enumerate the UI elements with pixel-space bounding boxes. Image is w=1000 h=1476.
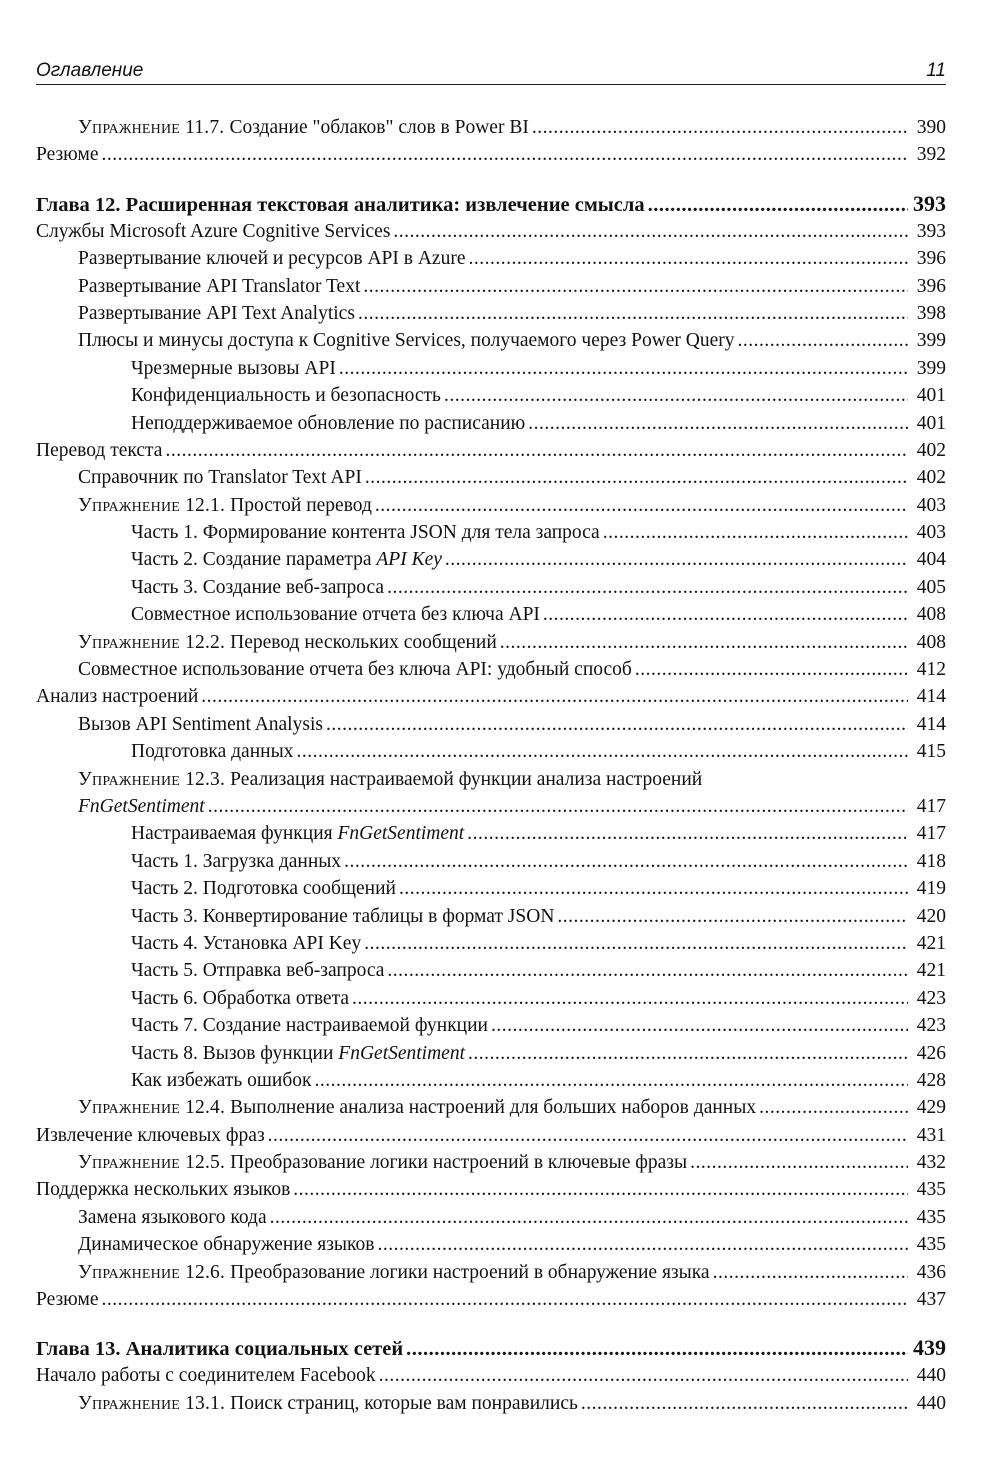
dot-leader [344, 848, 908, 875]
toc-entry-text [131, 875, 396, 902]
toc-entry-text [131, 738, 293, 765]
toc-entry-text [78, 629, 497, 656]
dot-leader [713, 1259, 908, 1286]
entry-title: Конфиденциальность и безопасность [131, 385, 441, 407]
toc-entry [36, 1390, 946, 1417]
toc-entry [36, 245, 946, 272]
toc-entry [36, 848, 946, 875]
page-number: 421 [916, 960, 946, 982]
toc-entry [36, 355, 946, 382]
page-number: 428 [916, 1069, 946, 1091]
dot-leader [375, 492, 908, 519]
page-number: 396 [916, 248, 946, 270]
page-number: 421 [916, 932, 946, 954]
toc-entry-text [36, 437, 162, 464]
toc-entry [36, 1040, 946, 1067]
toc-entry-text [36, 683, 198, 710]
dot-leader [543, 601, 908, 628]
entry-title: Плюсы и минусы доступа к Cognitive Services, получаемого через Power Query [78, 330, 735, 352]
page-number: 399 [916, 357, 946, 379]
entry-title: Часть 7. Создание настраиваемой функции [131, 1015, 488, 1037]
exercise-label: Упражнение 13.1. [78, 1392, 231, 1414]
dot-leader [314, 1067, 908, 1094]
toc-entry-text [78, 793, 205, 820]
toc-entry [36, 410, 946, 437]
toc-entry-text [131, 903, 554, 930]
toc-entry-text [78, 656, 632, 683]
dot-leader [270, 1204, 908, 1231]
page-number: 436 [916, 1261, 946, 1283]
toc-entry-text [78, 464, 362, 491]
entry-title: Часть 2. Создание параметра [131, 549, 377, 571]
page-number: 440 [916, 1365, 946, 1387]
entry-title: Поиск страниц, которые вам понравились [230, 1392, 578, 1414]
toc-entry [36, 1362, 946, 1389]
exercise-label: Упражнение 12.2. [78, 631, 231, 653]
entry-title: Часть 2. Подготовка сообщений [131, 878, 396, 900]
entry-title-italic: FnGetSentiment [78, 795, 205, 817]
dot-leader [201, 683, 908, 710]
page-number: 432 [916, 1152, 946, 1174]
toc-entry-text [131, 546, 442, 573]
dot-leader [491, 1012, 908, 1039]
dot-leader [377, 1231, 908, 1258]
toc-entry [36, 1094, 946, 1121]
page-number: 414 [916, 713, 946, 735]
dot-leader [296, 738, 908, 765]
page-number: 408 [916, 631, 946, 653]
toc-entry [36, 519, 946, 546]
entry-title: Резюме [36, 144, 99, 166]
chapter-heading [36, 1333, 946, 1362]
dot-leader [444, 382, 908, 409]
entry-title: Выполнение анализа настроений для больших наборов данных [230, 1097, 757, 1119]
dot-leader [557, 903, 908, 930]
dot-leader [738, 327, 908, 354]
toc-entry [36, 1067, 946, 1094]
entry-title: Глава 12. Расширенная текстовая аналитика: извлечение смысла [36, 193, 645, 216]
toc-entry [36, 766, 946, 793]
toc-entry-text [36, 1335, 403, 1364]
toc-entry [36, 1259, 946, 1286]
dot-leader [326, 711, 908, 738]
page-number: 396 [916, 275, 946, 297]
toc-entry-text [131, 355, 336, 382]
dot-leader [365, 464, 908, 491]
page-number: 401 [916, 412, 946, 434]
toc-entry [36, 273, 946, 300]
entry-title: Динамическое обнаружение языков [78, 1234, 375, 1256]
page-number: 404 [916, 549, 946, 571]
entry-title: Вызов API Sentiment Analysis [78, 713, 323, 735]
toc-entry-text [131, 519, 600, 546]
toc-entry [36, 114, 946, 141]
toc-entry [36, 546, 946, 573]
dot-leader [603, 519, 908, 546]
toc-entry-text [36, 1362, 376, 1389]
entry-title: Развертывание API Text Analytics [78, 302, 355, 324]
page-number: 415 [916, 741, 946, 763]
exercise-label: Упражнение 12.1. [78, 494, 231, 516]
toc-entry-text [36, 141, 99, 168]
dot-leader [358, 300, 908, 327]
page-number: 402 [916, 467, 946, 489]
dot-leader [208, 793, 908, 820]
entry-title: Часть 4. Установка API Key [131, 932, 362, 954]
entry-title: Перевод нескольких сообщений [230, 631, 497, 653]
entry-title: Часть 1. Формирование контента JSON для тела запроса [131, 522, 600, 544]
page-number: 440 [916, 1392, 946, 1414]
toc-entry [36, 218, 946, 245]
toc-entry-text [131, 1012, 488, 1039]
chapter-heading [36, 189, 946, 218]
dot-leader [387, 957, 908, 984]
entry-title: Как избежать ошибок [131, 1069, 312, 1091]
page-number: 393 [916, 220, 946, 242]
toc-entry-text [131, 574, 384, 601]
page-number: 403 [916, 494, 946, 516]
entry-title: Развертывание ключей и ресурсов API в Azure [78, 248, 466, 270]
dot-leader [445, 546, 908, 573]
entry-title: Совместное использование отчета без ключа API [131, 604, 540, 626]
toc-entry [36, 1149, 946, 1176]
toc-entry-text [78, 114, 529, 141]
dot-leader [648, 191, 908, 220]
dot-leader [352, 985, 908, 1012]
toc-entry [36, 875, 946, 902]
dot-leader [500, 629, 908, 656]
dot-leader [165, 437, 908, 464]
toc-entry-text [36, 191, 645, 220]
toc-entry-text [131, 848, 341, 875]
page-number: 405 [916, 576, 946, 598]
entry-title: Простой перевод [230, 494, 372, 516]
entry-title: Развертывание API Translator Text [78, 275, 361, 297]
entry-title: Часть 5. Отправка веб-запроса [131, 960, 385, 982]
page-number: 417 [916, 823, 946, 845]
dot-leader [467, 820, 908, 847]
running-head-title: Оглавление [36, 60, 144, 81]
toc-entry-text [131, 820, 464, 847]
exercise-label: Упражнение 12.5. [78, 1152, 231, 1174]
entry-title: Чрезмерные вызовы API [131, 357, 336, 379]
dot-leader [406, 1335, 908, 1364]
page-number: 435 [916, 1234, 946, 1256]
entry-title-italic: API Key [376, 549, 442, 571]
toc-entry [36, 437, 946, 464]
page-number: 426 [916, 1042, 946, 1064]
dot-leader [635, 656, 908, 683]
table-of-contents [36, 114, 946, 1417]
dot-leader [387, 574, 908, 601]
toc-entry-text [78, 766, 702, 793]
entry-title: Реализация настраиваемой функции анализа настроений [230, 768, 703, 790]
dot-leader [363, 273, 908, 300]
page-number: 390 [916, 117, 946, 138]
dot-leader [364, 930, 908, 957]
toc-entry-text [78, 327, 735, 354]
page-number: 431 [916, 1124, 946, 1146]
toc-entry [36, 574, 946, 601]
page-number: 392 [916, 144, 946, 166]
page-number: 393 [913, 190, 946, 216]
toc-entry-text [78, 245, 465, 272]
exercise-label: Упражнение 12.3. [78, 768, 231, 790]
entry-title: Перевод текста [36, 439, 163, 461]
toc-entry-text [78, 273, 360, 300]
toc-entry-text [131, 601, 540, 628]
entry-title: Совместное использование отчета без ключа API: удобный способ [78, 659, 632, 681]
page-number: 399 [916, 330, 946, 352]
entry-title-italic: FnGetSentiment [337, 823, 465, 845]
toc-entry-text [131, 985, 349, 1012]
running-head-page-number: 11 [926, 60, 946, 81]
page-number: 408 [916, 604, 946, 626]
toc-entry [36, 382, 946, 409]
dot-leader [759, 1094, 908, 1121]
toc-entry [36, 300, 946, 327]
toc-entry-text [131, 957, 384, 984]
entry-title: Часть 3. Конвертирование таблицы в формат JSON [131, 905, 555, 927]
page-number: 417 [916, 795, 946, 817]
exercise-label: Упражнение 11.7. [78, 117, 230, 138]
dot-leader [268, 1122, 908, 1149]
toc-entry [36, 601, 946, 628]
toc-entry-text [78, 300, 355, 327]
toc-entry-text [78, 1390, 578, 1417]
toc-entry-text [36, 1122, 265, 1149]
page-number: 419 [916, 878, 946, 900]
toc-entry [36, 738, 946, 765]
toc-entry-text [78, 1094, 756, 1121]
toc-entry [36, 985, 946, 1012]
page-number: 403 [916, 522, 946, 544]
entry-title: Часть 8. Вызов функции [131, 1042, 339, 1064]
dot-leader [293, 1176, 908, 1203]
toc-entry-text [131, 930, 361, 957]
dot-leader [339, 355, 908, 382]
entry-title: Извлечение ключевых фраз [36, 1124, 265, 1146]
entry-title: Создание "облаков" слов в Power BI [229, 117, 529, 138]
running-head [36, 60, 946, 85]
page-number: 429 [916, 1097, 946, 1119]
page-number: 423 [916, 987, 946, 1009]
entry-title: Справочник по Translator Text API [78, 467, 362, 489]
dot-leader [379, 1362, 908, 1389]
toc-entry [36, 492, 946, 519]
entry-title: Замена языкового кода [78, 1206, 267, 1228]
toc-entry [36, 629, 946, 656]
entry-title: Неподдерживаемое обновление по расписанию [131, 412, 526, 434]
toc-entry-text [36, 1286, 99, 1313]
page-number: 423 [916, 1015, 946, 1037]
toc-entry-text [131, 410, 525, 437]
page-number: 401 [916, 385, 946, 407]
toc-entry-text [78, 492, 372, 519]
dot-leader [532, 114, 908, 141]
page-number: 402 [916, 439, 946, 461]
toc-entry [36, 656, 946, 683]
dot-leader [399, 875, 908, 902]
dot-leader [102, 1286, 909, 1313]
toc-entry-continuation [36, 793, 946, 820]
dot-leader [393, 218, 908, 245]
toc-entry [36, 930, 946, 957]
toc-entry-text [78, 1259, 710, 1286]
entry-title: Часть 6. Обработка ответа [131, 987, 350, 1009]
toc-entry-text [78, 1149, 687, 1176]
toc-entry [36, 683, 946, 710]
page-number: 435 [916, 1206, 946, 1228]
entry-title: Преобразование логики настроений в ключевые фразы [230, 1152, 688, 1174]
dot-leader [528, 410, 908, 437]
entry-title: Настраиваемая функция [131, 823, 338, 845]
toc-entry [36, 711, 946, 738]
entry-title: Резюме [36, 1289, 99, 1311]
page-number: 414 [916, 686, 946, 708]
page-number: 420 [916, 905, 946, 927]
toc-entry-text [36, 218, 390, 245]
exercise-label: Упражнение 12.4. [78, 1097, 231, 1119]
toc-entry [36, 1122, 946, 1149]
entry-title: Службы Microsoft Azure Cognitive Services [36, 220, 391, 242]
toc-entry-text [36, 1176, 290, 1203]
toc-entry [36, 957, 946, 984]
toc-entry [36, 1012, 946, 1039]
page-number: 437 [916, 1289, 946, 1311]
toc-entry [36, 1176, 946, 1203]
toc-entry [36, 1204, 946, 1231]
entry-title: Анализ настроений [36, 686, 199, 708]
entry-title: Часть 3. Создание веб-запроса [131, 576, 385, 598]
toc-entry [36, 327, 946, 354]
toc-entry-text [78, 1204, 267, 1231]
entry-title: Часть 1. Загрузка данных [131, 850, 342, 872]
entry-title: Преобразование логики настроений в обнаружение языка [230, 1261, 710, 1283]
page-number: 418 [916, 850, 946, 872]
page-number: 412 [916, 659, 946, 681]
toc-entry-text [131, 382, 441, 409]
dot-leader [690, 1149, 908, 1176]
dot-leader [581, 1390, 908, 1417]
entry-title: Поддержка нескольких языков [36, 1179, 291, 1201]
toc-entry [36, 903, 946, 930]
entry-title: Подготовка данных [131, 741, 294, 763]
toc-entry-text [131, 1040, 465, 1067]
toc-entry-text [78, 1231, 374, 1258]
dot-leader [468, 1040, 908, 1067]
page-number: 398 [916, 302, 946, 324]
toc-entry [36, 1286, 946, 1313]
toc-entry [36, 464, 946, 491]
toc-entry [36, 141, 946, 168]
entry-title: Глава 13. Аналитика социальных сетей [36, 1338, 404, 1361]
page-number: 439 [913, 1335, 946, 1361]
entry-title: Начало работы с соединителем Facebook [36, 1365, 376, 1387]
page-number: 435 [916, 1179, 946, 1201]
exercise-label: Упражнение 12.6. [78, 1261, 231, 1283]
toc-entry-text [78, 711, 323, 738]
dot-leader [468, 245, 908, 272]
toc-entry-text [131, 1067, 311, 1094]
dot-leader [102, 141, 909, 168]
entry-title-italic: FnGetSentiment [338, 1042, 466, 1064]
toc-entry [36, 820, 946, 847]
toc-entry [36, 1231, 946, 1258]
